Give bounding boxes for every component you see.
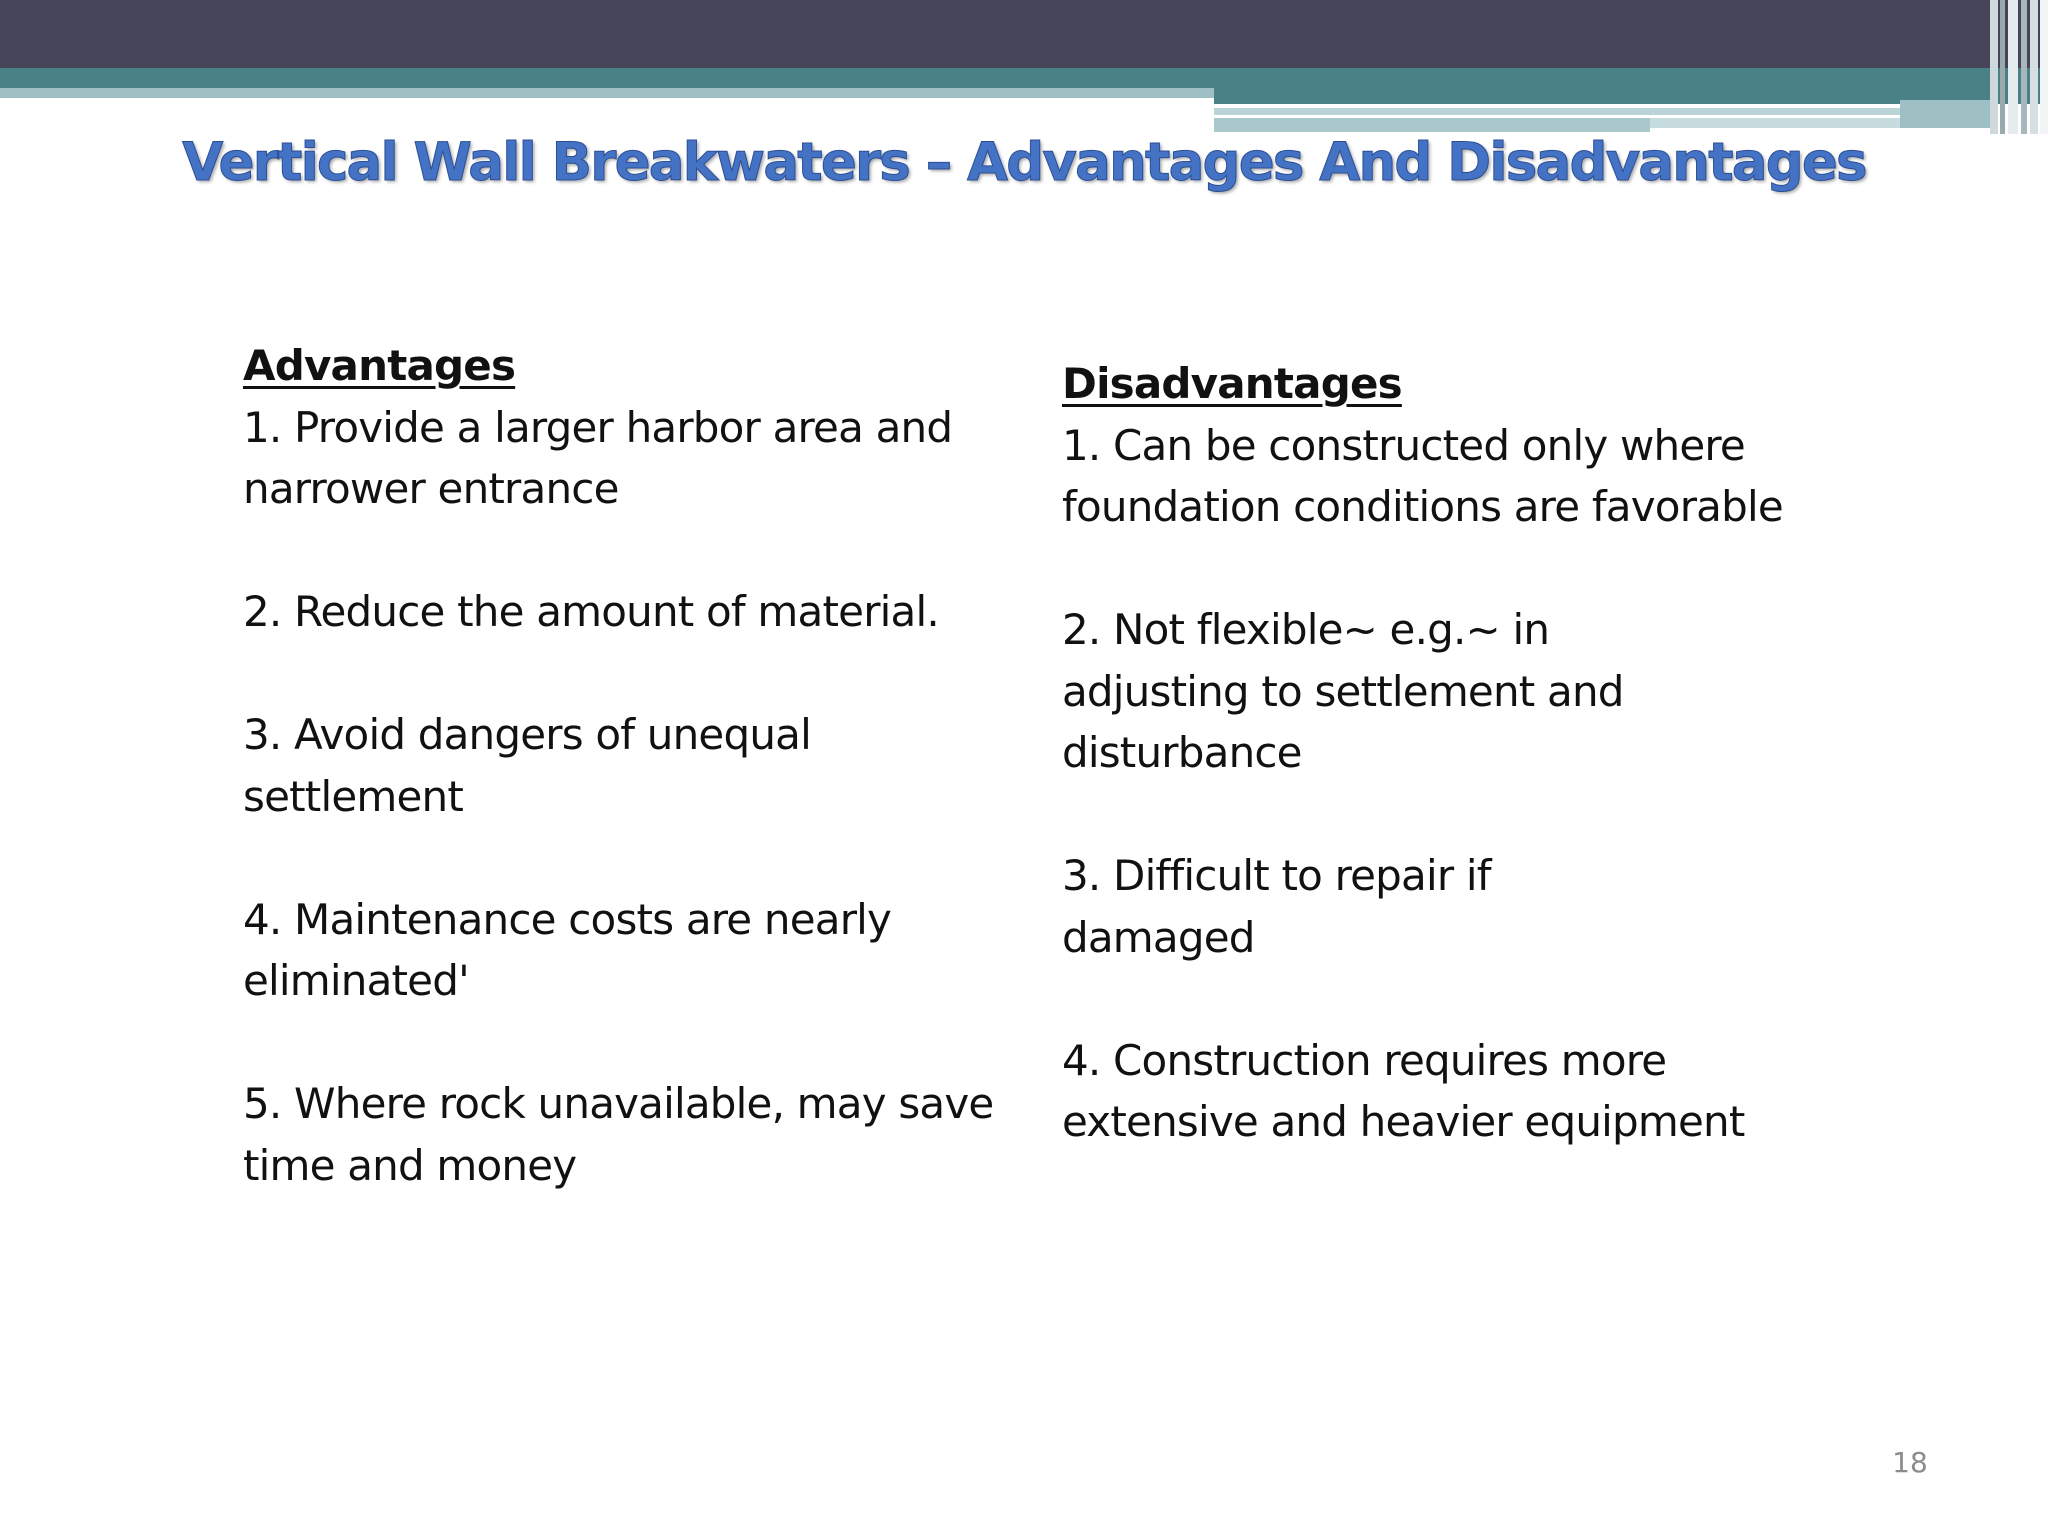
- advantage-item: 5. Where rock unavailable, may save time and money: [243, 1079, 994, 1190]
- disadvantage-item: 1. Can be constructed only where foundation conditions are favorable: [1062, 420, 1783, 531]
- header-right-line: [1214, 118, 1650, 132]
- header-light-band: [0, 88, 1214, 98]
- advantages-column: [243, 335, 1003, 1258]
- disadvantage-item: 4. Construction requires more extensive and heavier equipment: [1062, 1035, 1745, 1146]
- advantage-item: 1. Provide a larger harbor area and narrower entrance: [243, 402, 953, 513]
- header-right-line: [1650, 118, 1900, 128]
- advantage-item: 3. Avoid dangers of unequal settlement: [243, 710, 811, 821]
- advantages-heading: Advantages: [243, 341, 516, 390]
- disadvantage-item: 2. Not flexible~ e.g.~ in adjusting to settlement and disturbance: [1062, 605, 1624, 777]
- advantage-item: 4. Maintenance costs are nearly eliminated': [243, 894, 892, 1005]
- disadvantage-item: 3. Difficult to repair if damaged: [1062, 851, 1491, 962]
- header-teal-band: [0, 68, 2048, 88]
- header-right-line: [1214, 108, 1900, 115]
- advantage-item: 2. Reduce the amount of material.: [243, 587, 939, 636]
- page-number: 18: [1892, 1446, 1928, 1479]
- disadvantages-heading: Disadvantages: [1062, 359, 1402, 408]
- header-dark-band: [0, 0, 2048, 68]
- slide-title: Vertical Wall Breakwaters – Advantages And Disadvantages: [182, 132, 1866, 193]
- header-vertical-stripes: [1990, 0, 2048, 134]
- disadvantages-column: [1062, 353, 1922, 1214]
- header-corner-block: [1900, 100, 1995, 128]
